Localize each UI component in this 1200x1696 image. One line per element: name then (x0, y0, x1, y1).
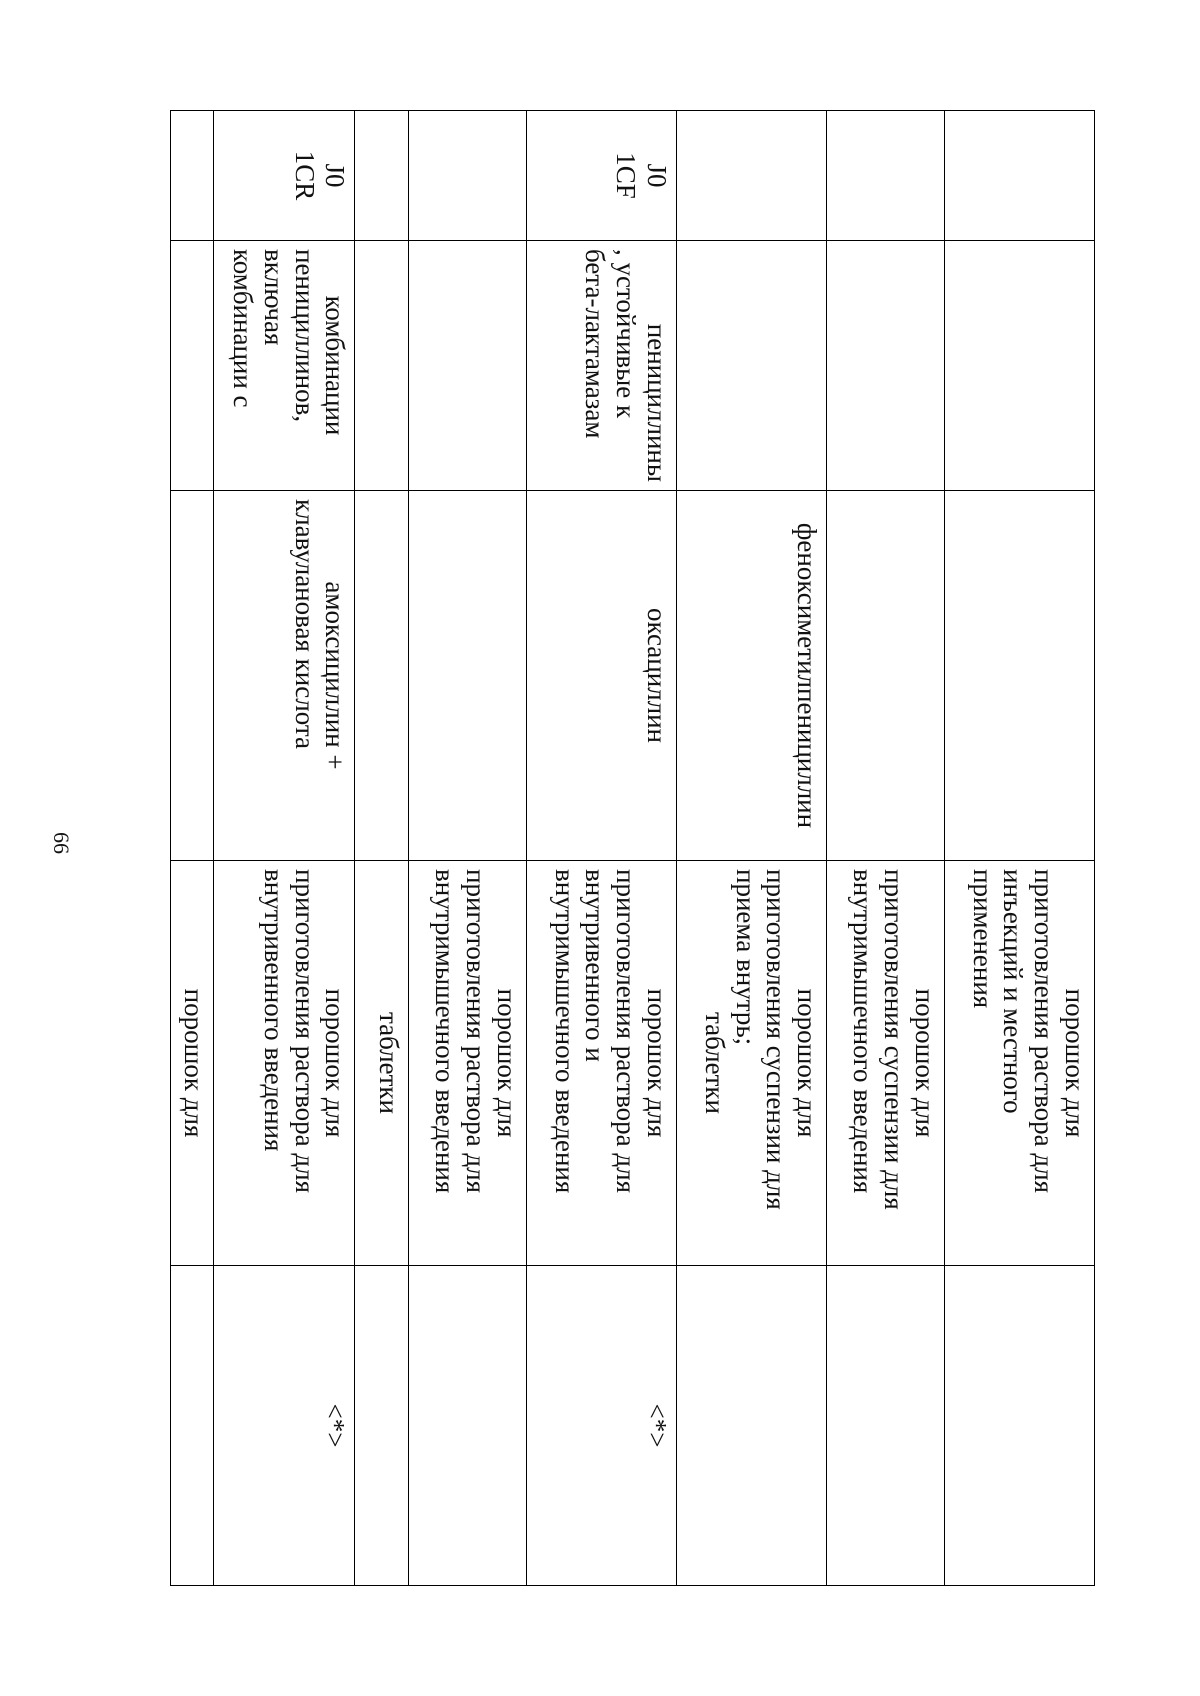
form-cell (944, 861, 1094, 1266)
form-line: внутривенного и (580, 869, 611, 1062)
form-line: приготовления суспензии для (761, 869, 792, 1210)
form-line: порошок для (1060, 988, 1090, 1138)
group-line: бета-лактамазам (580, 249, 611, 439)
group-cell (213, 241, 355, 491)
drug-name: оксациллин (642, 608, 673, 743)
table-row (944, 111, 1094, 1586)
note-cell (944, 1266, 1094, 1586)
drug-cell (409, 491, 527, 861)
code-cell (213, 111, 355, 241)
drug-name: феноксиметилпенициллин (792, 522, 823, 829)
group-line: , устойчивые к (611, 249, 642, 419)
atc-code-line: 1CR (289, 150, 320, 201)
drug-cell (677, 491, 827, 861)
form-line: приема внутрь; (730, 869, 761, 1046)
note-cell (409, 1266, 527, 1586)
note-cell (827, 1266, 945, 1586)
drug-cell (171, 491, 214, 861)
note-cell (526, 1266, 676, 1586)
form-line: приготовления суспензии для (879, 869, 910, 1210)
form-cell (827, 861, 945, 1266)
code-cell (944, 111, 1094, 241)
table-row (355, 111, 409, 1586)
table-row (827, 111, 945, 1586)
form-cell (409, 861, 527, 1266)
atc-code-line: J0 (642, 163, 673, 188)
note-mark: <*> (320, 1403, 351, 1448)
group-line: включая (258, 249, 289, 346)
form-line: порошок для (642, 988, 673, 1138)
table-row (526, 111, 676, 1586)
group-line: пенициллины (642, 323, 673, 482)
note-cell (171, 1266, 214, 1586)
drug-cell (827, 491, 945, 861)
note-cell (213, 1266, 355, 1586)
form-line: порошок для (320, 988, 351, 1138)
table-row (171, 111, 214, 1586)
form-line: внутримышечного введения (549, 869, 580, 1194)
note-cell (355, 1266, 409, 1586)
form-cell (526, 861, 676, 1266)
form-line: применения (967, 869, 998, 1009)
form-line: инъекций и местного (998, 869, 1029, 1114)
group-line: пенициллинов, (289, 249, 320, 423)
drug-table (170, 110, 1095, 1586)
form-line: внутримышечного введения (848, 869, 879, 1194)
form-text: порошок для (178, 988, 209, 1138)
form-line: порошок для (491, 988, 522, 1138)
note-cell (677, 1266, 827, 1586)
drug-cell (213, 491, 355, 861)
form-line: внутримышечного введения (430, 869, 461, 1194)
code-cell (677, 111, 827, 241)
code-cell (409, 111, 527, 241)
form-line: порошок для (792, 988, 823, 1138)
page-number: 66 (49, 832, 74, 854)
form-line: приготовления раствора для (611, 869, 642, 1193)
form-line: приготовления раствора для (289, 869, 320, 1193)
drug-line: амоксициллин + (320, 581, 351, 770)
drug-line: клавулановая кислота (289, 499, 320, 749)
group-cell (944, 241, 1094, 491)
note-mark: <*> (642, 1403, 673, 1448)
form-line: таблетки (699, 1011, 730, 1114)
table-row (409, 111, 527, 1586)
group-line: комбинации с (228, 249, 259, 408)
code-cell (355, 111, 409, 241)
code-cell (171, 111, 214, 241)
form-cell (213, 861, 355, 1266)
form-cell (355, 861, 409, 1266)
table-row (677, 111, 827, 1586)
rotated-table-container (170, 110, 1095, 1585)
group-cell (827, 241, 945, 491)
drug-cell (355, 491, 409, 861)
atc-code-line: 1CF (611, 152, 642, 199)
group-line: комбинации (320, 295, 351, 436)
form-text: таблетки (374, 1011, 405, 1114)
form-line: приготовления раствора для (1029, 869, 1060, 1193)
code-cell (526, 111, 676, 241)
drug-cell (526, 491, 676, 861)
code-cell (827, 111, 945, 241)
group-cell (171, 241, 214, 491)
form-line: внутривенного введения (258, 869, 289, 1152)
group-cell (677, 241, 827, 491)
form-line: приготовления раствора для (461, 869, 492, 1193)
group-cell (526, 241, 676, 491)
form-cell (171, 861, 214, 1266)
drug-cell (944, 491, 1094, 861)
group-cell (355, 241, 409, 491)
form-line: порошок для (909, 988, 940, 1138)
form-cell (677, 861, 827, 1266)
group-cell (409, 241, 527, 491)
atc-code-line: J0 (320, 163, 351, 188)
table-row (213, 111, 355, 1586)
